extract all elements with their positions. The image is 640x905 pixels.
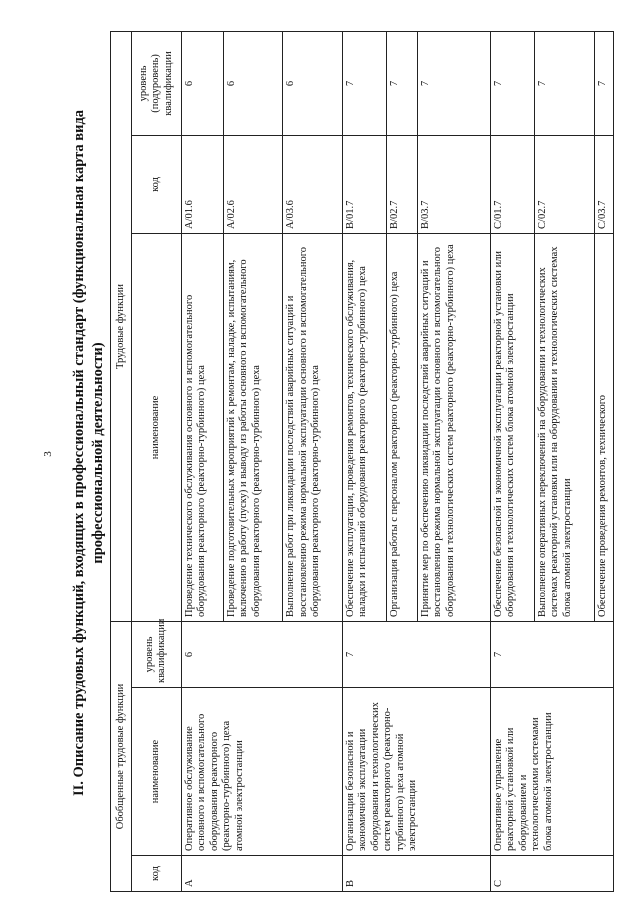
- table-row: [490, 31, 534, 891]
- function-name: Обеспечение эксплуатации, проведения ремонтов, технического обслуживания, наладки и испытаний оборудования реакторного (реакторно-турбинного) цеха: [342, 233, 386, 621]
- function-level: 7: [342, 31, 386, 135]
- header-function-name: наименование: [131, 233, 181, 621]
- function-code: B/01.7: [342, 135, 386, 233]
- header-labor-functions: Трудовые функции: [111, 31, 132, 621]
- function-code: C/01.7: [490, 135, 534, 233]
- function-level: 7: [534, 31, 594, 135]
- header-name: наименование: [131, 688, 181, 856]
- function-name: Выполнение оперативных переключений на оборудовании и технологических системах реакторной установки или на оборудовании и технологических системах блока атомной электростанции: [534, 233, 594, 621]
- group-level: 6: [181, 621, 342, 687]
- header-generalized-functions: Обобщенные трудовые функции: [111, 621, 132, 891]
- table-row: [181, 31, 223, 891]
- function-name: Принятие мер по обеспечению ликвидации последствий аварийных ситуаций и восстановлению режима нормальной эксплуатации основного и вспомогательного оборудования и технологических систем реакторного (реакторно-турбинного) цеха: [417, 233, 490, 621]
- functional-map-table: [110, 31, 614, 892]
- function-level: 6: [223, 31, 283, 135]
- group-level: 7: [490, 621, 613, 687]
- group-name: Оперативное обслуживание основного и вспомогательного оборудования реакторного (реакторно-турбинного) цеха атомной электростанции: [181, 688, 342, 856]
- function-code: C/02.7: [534, 135, 594, 233]
- function-level: 7: [490, 31, 534, 135]
- function-level: 6: [283, 31, 343, 135]
- function-name: Обеспечение безопасной и экономичной эксплуатации реакторной установки или оборудования и технологических систем блока атомной электростанции: [490, 233, 534, 621]
- function-level: 7: [594, 31, 613, 135]
- group-code: A: [181, 856, 342, 892]
- function-code: B/02.7: [387, 135, 418, 233]
- group-name: Оперативное управление реакторной установкой или оборудованием и технологическими системами блока атомной электростанции: [490, 688, 613, 856]
- header-function-level: уровень (подуровень) квалификации: [131, 31, 181, 135]
- header-function-code: код: [131, 135, 181, 233]
- group-name: Организация безопасной и экономичной эксплуатации оборудования и технологических систем реакторного (реакторно-турбинного) цеха атомной электростанции: [342, 688, 490, 856]
- header-code: код: [131, 856, 181, 892]
- function-level: 7: [387, 31, 418, 135]
- table-row: [342, 31, 386, 891]
- functional-map-table-wrapper: [110, 32, 614, 892]
- group-code: B: [342, 856, 490, 892]
- section-title-line-1: II. Описание трудовых функций, входящих в профессиональный стандарт (функциональная карта вида: [71, 109, 87, 797]
- function-name: Обеспечение проведения ремонтов, технического: [594, 233, 613, 621]
- page-number: 3: [42, 451, 54, 457]
- function-code: B/03.7: [417, 135, 490, 233]
- function-level: 6: [181, 31, 223, 135]
- section-title-line-2: профессиональной деятельности): [90, 342, 106, 564]
- function-code: A/02.6: [223, 135, 283, 233]
- function-name: Организация работы с персоналом реакторного (реакторно-турбинного) цеха: [387, 233, 418, 621]
- group-code: C: [490, 856, 613, 892]
- function-code: A/03.6: [283, 135, 343, 233]
- function-code: A/01.6: [181, 135, 223, 233]
- function-name: Проведение технического обслуживания основного и вспомогательного оборудования реакторного (реакторно-турбинного) цеха: [181, 233, 223, 621]
- group-level: 7: [342, 621, 490, 687]
- function-name: Выполнение работ при ликвидации последствий аварийных ситуаций и восстановлению режима нормальной эксплуатации основного и вспомогательного оборудования реакторного (реакторно-турбинного) цеха: [283, 233, 343, 621]
- function-code: C/03.7: [594, 135, 613, 233]
- header-level: уровень квалификации: [131, 621, 181, 687]
- function-name: Проведение подготовительных мероприятий к ремонтам, наладке, испытаниям, включению в работу (пуску) и выводу из работы основного и вспомогательного оборудования реакторного (реакторно-турбинного) цеха: [223, 233, 283, 621]
- function-level: 7: [417, 31, 490, 135]
